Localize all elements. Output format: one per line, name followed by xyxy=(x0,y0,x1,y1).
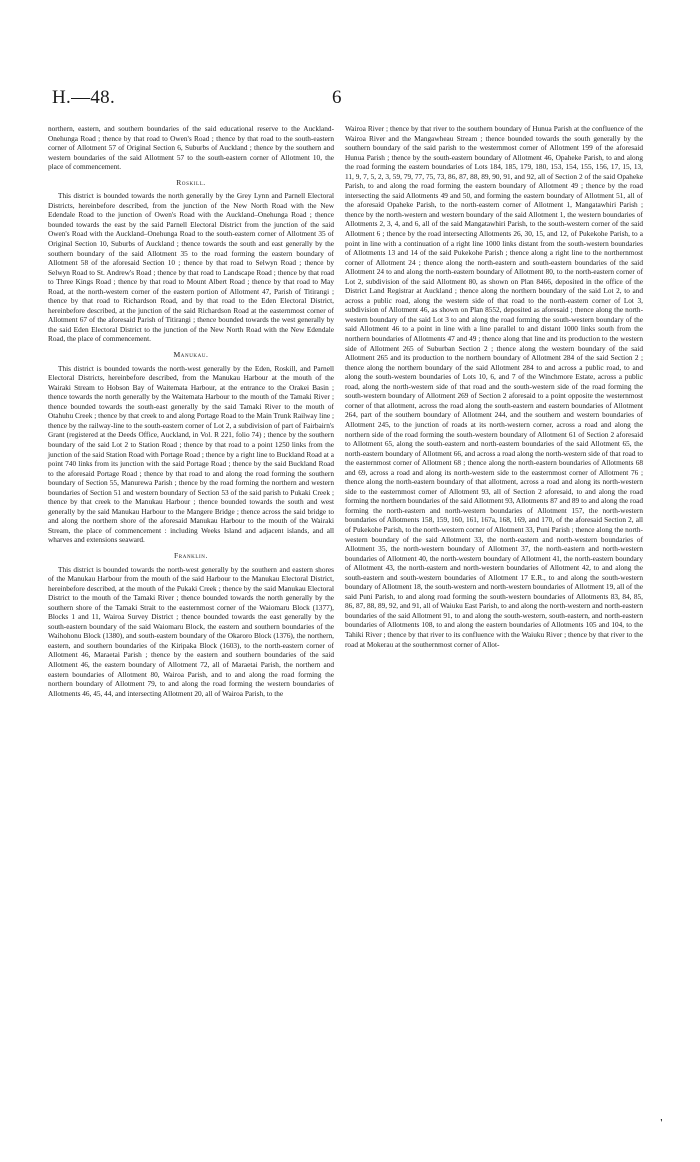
corner-mark: ' xyxy=(660,1118,663,1129)
manukau-paragraph: This district is bounded towards the north-west generally by the Eden, Roskill, and Parnell Electoral Districts, hereinbefore described, from the Manukau Harbour at the mouth of the Wairaki Stream to Hobson Bay of Waitemata Harbour, at the entrance to the Orakei Basin ; thence towards the north generally by the Waitemata Harbour to the mouth of the Tamaki River ; thence bounded towards the south-east generally by the said Tamaki River to the mouth of Otahuhu Creek ; thence by that creek to and along Portage Road to the Main Trunk Railway line ; thence by the railway-line to the south-eastern corner of Lot 2, a subdivision of part of Fairbairn's Grant (registered at the Deeds Office, Auckland, in Vol. R 221, folio 74) ; thence by the southern boundary of the said Lot 2 to Station Road ; thence by that road to a point 1250 links from the junction of the said Station Road with Portage Road ; thence by a right line to Buckland Road at a point 740 links from its junction with the said Portage Road ; thence by the said Buckland Road to the aforesaid Portage Road ; thence by that road to and along the road forming the southern boundary of Section 55, Manurewa Parish ; thence by the road forming the northern and western boundaries of Section 51 and western boundary of Section 53 of the said parish to Pukaki Creek ; thence by that creek to the Manukau Harbour ; thence bounded towards the south and west generally by the said Manukau Harbour to the Mangere Bridge ; thence across the said bridge to and along the northern shore of the aforesaid Manukau Harbour to the mouth of the Wairaki Stream, the place of commencement : including Weeks Island and adjacent islands, and all wharves and extensions seaward. xyxy=(48,363,334,545)
document-reference: H.—48. xyxy=(52,87,116,108)
left-column xyxy=(48,124,334,698)
franklin-paragraph: This district is bounded towards the north-west generally by the southern and eastern shores of the Manukau Harbour from the mouth of the said Harbour to the Manukau Electoral District, hereinbefore described, at the mouth of the Pukaki Creek ; thence by the said Manukau Electoral District to the mouth of the Tamaki River ; thence bounded towards the north generally by the southern shore of the Tamaki Strait to the easternmost corner of the Waiomaru Block (1377), Blocks 1 and 11, Wairoa Survey District ; thence bounded towards the east generally by the south-eastern boundary of the said Waiomaru Block, the eastern and southern boundaries of the Waihohonu Block (1380), and south-eastern boundary of the Okaroro Block (1376), the northern, eastern, and southern boundaries of the Kiripaka Block (1603), to the north-eastern corner of Allotment 46, Maraetai Parish ; thence by the eastern and southern boundaries of the said Allotment 46, the eastern boundary of Allotment 72, all of Maraetai Parish, the northern and eastern boundaries of Allotment 80, Wairoa Parish, and to and along the road forming the northern boundary of Allotment 79, to and along the road forming the western boundaries of Allotments 46, 45, 44, and intersecting Allotment 20, all of Wairoa Parish, to the xyxy=(48,564,334,698)
franklin-continued-paragraph: Wairoa River ; thence by that river to the southern boundary of Hunua Parish at the confluence of the Wairoa River and the Mangawheau Stream ; thence bounded towards the south generally by the southern boundary of the said parish to the westernmost corner of Allotment 199 of the aforesaid Hunua Parish ; thence by the south-eastern boundary of Allotment 46, Opaheke Parish, to and along the road forming the eastern boundaries of Lots 184, 185, 179, 180, 153, 154, 155, 156, 17, 15, 13, 11, 9, 7, 5, 2, 3, 59, 79, 77, 75, 73, 86, 87, 88, 89, 90, 91, and 92, all of Section 2 of the said Opaheke Parish, to and along the road forming the eastern boundary of Allotment 49 ; thence by the road intersecting the said Allotments 49 and 50, and forming the eastern boundary of Allotment 51, all of the aforesaid Opaheke Parish, to the north-eastern corner of Allotment 1, Mangatawhiri Parish ; thence by the north-western and western boundary of the said Allotment 1, the western boundaries of Allotments 2, 3, 4, and 6, all of the said Mangatawhiri Parish, to the south-western corner of the said Allotment 6 ; thence by the road intersecting Allotments 26, 30, 15, and 12, of Pukekohe Parish, to a point in line with a continuation of a right line 1000 links distant from the south-western boundaries of Allotments 13 and 14 of the said Pukekohe Parish ; thence along a right line to the northernmost corner of Allotment 24 ; thence along the north-eastern and south-eastern boundaries of the said Allotment 24 to and along the north-eastern boundary of Allotment 80, to the north-eastern corner of Lot 2, subdivision of the said Allotment 80, as shown on Plan 8466, deposited in the office of the District Land Registrar at Auckland ; thence along the northern boundary of the said Lot 2, to and across a public road, along the western side of that road to the north-eastern corner of Lot 3, subdivision of Allotment 46, as shown on Plan 8552, deposited as aforesaid ; thence along the north-western boundary of the said Lot 3 to and along the road forming the south-western boundary of the said Allotment 46 to a point in line with a line parallel to and distant 1000 links south from the northern boundaries of Allotments 47 and 49 ; thence along that line and its production to the western side of Allotment 265 of Suburban Section 2 ; thence along the western boundary of the said Allotment 265 and its production to the northern boundary of Allotment 284 of the said Section 2 ; thence along the northern boundary of the said Allotment 284 to and across a public road, to and along the south-western boundaries of Lots 10, 6, and 7 of the Winchmore Estate, across a public road, along the north-western side of that road and the south-western side of the road forming the south-western boundary of Allotment 269 of Section 2 aforesaid to a point opposite the westernmost corner of that allotment, across the road along the south-eastern and eastern boundaries of Allotment 264, part of the southern boundary of Allotment 244, and the southern and western boundaries of Allotment 245, to the junction of roads at its north-western corner, across a road and along the northern side of the road forming the south-western boundary of Allotment 61 of Section 2 aforesaid to Allotment 65, along the south-eastern and north-eastern boundaries of the said Allotment 65, the north-eastern boundary of Allotment 66, and across a road along the north-western side of that road to the easternmost corner of Allotment 68 ; thence along the north-eastern boundaries of Allotments 68 and 69, across a road and along its north-western side to the easternmost corner of Allotment 76 ; thence along the north-eastern boundary of that allotment, across a road and along its north-western side to the easternmost corner of Allotment 93, all of Section 2 aforesaid, to and along the road forming the northern boundaries of the said Allotment 93, Allotments 87 and 89 to and along the road forming the north-eastern and north-western boundaries of Allotment 157, the north-western boundaries of Allotments 158, 159, 160, 161, 167a, 168, 169, and 170, of the aforesaid Section 2, all of Pukekohe Parish, to the north-western corner of Allotment 33, Puni Parish ; thence along the north-western boundary of the said Allotment 33, the north-eastern and north-western boundaries of Allotment 35, the north-western boundary of Allotment 37, the north-eastern and north-western boundaries of Allotment 40, the north-western boundary of Allotment 41, the north-eastern boundary of Allotment 43, the north-eastern and north-western boundaries of Allotment 42, to and along the south-eastern and south-western boundaries of Allotment 17 E.R., to and along the south-western boundary of Allotment 18, the south-western and north-western boundaries of Allotment 19, all of the said Puni Parish, to and along road forming the south-western boundaries of Allotments 83, 84, 85, 86, 87, 88, 89, 92, and 91, all of Waiuku East Parish, to and along the north-western and north-eastern boundaries of the said Allotment 91, to and along the south-western, south-eastern, and north-eastern boundaries of Allotments 108, to and along the eastern boundaries of Allotments 105 and 104, to the Tahiki River ; thence by that river to its confluence with the Waiuku River ; thence by that river to the road at Mokerau at the southernmost corner of Allot- xyxy=(345,124,643,649)
roskill-paragraph: This district is bounded towards the north generally by the Grey Lynn and Parnell Electoral Districts, hereinbefore described, from the junction of the New North Road with the New Edendale Road to the junction of Owen's Road with the Auckland–Onehunga Road ; thence bounded towards the east by the said Parnell Electoral District from the junction of the said Owen's Road with the Auckland–Onehunga Road to the south-eastern corner of Allotment 35 of Original Section 10, Suburbs of Auckland ; thence towards the south and east generally by the southern boundary of the said Allotment 35 to the road forming the eastern boundary of Allotment 58 of the aforesaid Section 10 ; thence by that road to Selwyn Road ; thence by Selwyn Road to St. Andrew's Road ; thence by that road to Landscape Road ; thence by that road to Three Kings Road ; thence by that road to Mount Albert Road ; thence by that road to May Road, at the north-western corner of the eastern portion of Allotment 47, Parish of Titirangi ; thence by that road to Richardson Road, and by that road to the Eden Electoral District, hereinbefore described, at the junction of the said Richardson Road at the easternmost corner of Allotment 67 of the aforesaid Parish of Titirangi ; thence bounded towards the west generally by the said Eden Electoral District to the junction of the New North Road with the New Edendale Road, the place of commencement. xyxy=(48,191,334,344)
page-number: 6 xyxy=(332,87,342,108)
manukau-heading: Manukau. xyxy=(173,350,209,360)
intro-paragraph: northern, eastern, and southern boundaries of the said educational reserve to the Auckland-Onehunga Road ; thence by that road to Owen's Road ; thence by that road to the south-eastern corner of Allotment 57 of Original Section 6, Suburbs of Auckland ; thence by the southern and western boundaries of the said Allotment 57 to the south-eastern corner of Allotment 10, the place of commencement. xyxy=(48,124,334,172)
franklin-heading: Franklin. xyxy=(173,550,209,560)
right-column xyxy=(345,124,643,649)
roskill-heading: Roskill. xyxy=(176,177,206,187)
